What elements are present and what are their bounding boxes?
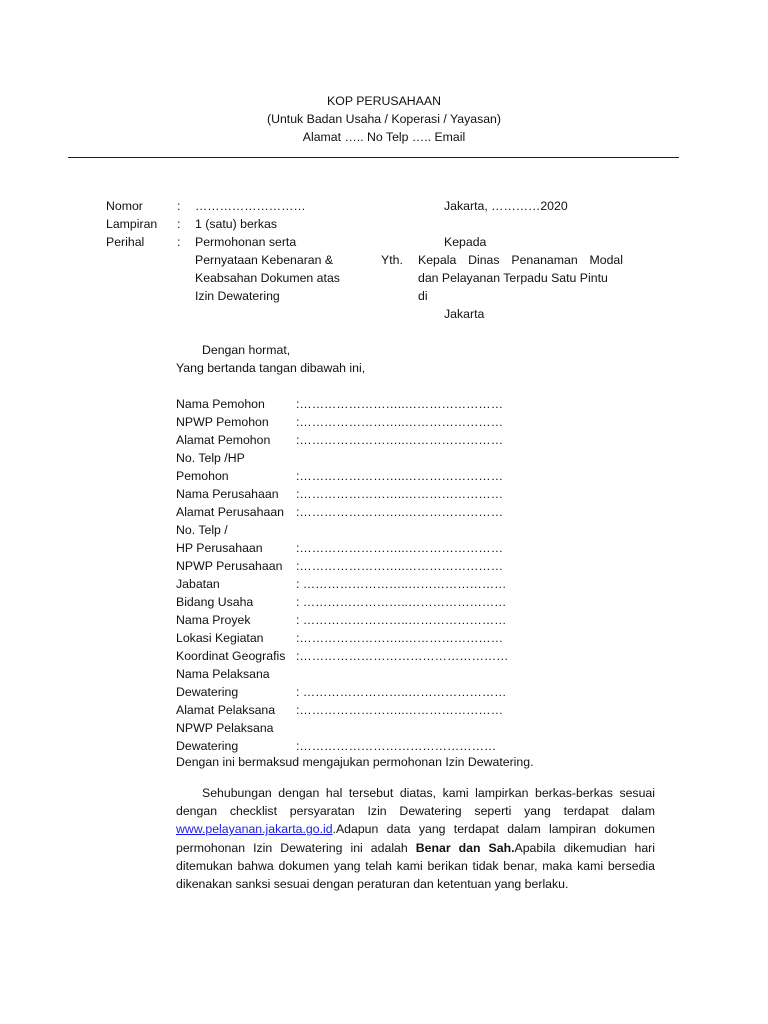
field-value: : ……………………..……………………	[296, 595, 507, 609]
field-value: :……………………..……………………	[296, 703, 503, 717]
closing-statement: Dengan ini bermaksud mengajukan permohonan Izin Dewatering.	[176, 755, 534, 769]
field-value: :……………………..……………………	[296, 559, 503, 573]
field-label: NPWP Pelaksana	[176, 721, 274, 735]
field-label: No. Telp /	[176, 523, 228, 537]
field-value: :…………………………………………	[296, 739, 497, 753]
field-label: Nama Perusahaan	[176, 487, 279, 501]
recipient-yth: Yth.	[381, 253, 403, 267]
field-label: Alamat Pemohon	[176, 433, 271, 447]
perihal-line: Permohonan serta	[195, 235, 297, 249]
greeting: Dengan hormat,	[202, 343, 291, 357]
field-value: :……………………..……………………	[296, 505, 503, 519]
field-value: : ……………………..……………………	[296, 613, 507, 627]
field-value: :……………………..……………………	[296, 541, 503, 555]
lampiran-colon: :	[177, 217, 181, 231]
body-paragraph	[176, 784, 655, 893]
field-value: :……………………..……………………	[296, 469, 503, 483]
body-emphasis: Benar dan Sah.	[415, 840, 515, 855]
field-label: NPWP Pemohon	[176, 415, 269, 429]
field-label: Nama Pemohon	[176, 397, 265, 411]
field-label: Bidang Usaha	[176, 595, 254, 609]
header-divider	[68, 157, 679, 158]
nomor-colon: :	[177, 199, 181, 213]
field-label: No. Telp /HP	[176, 451, 245, 465]
field-label: Alamat Pelaksana	[176, 703, 276, 717]
field-value: :……………………………………………	[296, 649, 509, 663]
field-value: :……………………..……………………	[296, 433, 503, 447]
letterhead-subtitle: (Untuk Badan Usaha / Koperasi / Yayasan)	[266, 112, 501, 126]
field-label: Nama Proyek	[176, 613, 251, 627]
recipient-line-1: Kepala Dinas Penanaman Modal	[418, 253, 623, 267]
recipient-di: di	[418, 289, 428, 303]
field-label: Koordinat Geografis	[176, 649, 286, 663]
letterhead-address: Alamat ….. No Telp ….. Email	[302, 130, 466, 144]
field-label: Jabatan	[176, 577, 220, 591]
perihal-line: Pernyataan Kebenaran &	[195, 253, 334, 267]
perihal-line: Keabsahan Dokumen atas	[195, 271, 340, 285]
lampiran-value: 1 (satu) berkas	[195, 217, 278, 231]
field-label: HP Perusahaan	[176, 541, 263, 555]
field-value: : ……………………..……………………	[296, 685, 507, 699]
recipient-kepada: Kepada	[444, 235, 487, 249]
perihal-label: Perihal	[106, 235, 145, 249]
field-label: Lokasi Kegiatan	[176, 631, 264, 645]
field-value: : ……………………..……………………	[296, 577, 507, 591]
field-label: Nama Pelaksana	[176, 667, 270, 681]
lampiran-label: Lampiran	[106, 217, 158, 231]
field-label: Alamat Perusahaan	[176, 505, 285, 519]
body-text: Apabila dikemudian hari ditemukan bahwa dokumen yang telah kami berikan tidak benar, maka kami bersedia dikenakan sanksi sesuai dengan peraturan dan ketentuan yang berlaku.	[176, 840, 655, 892]
place-date: Jakarta, …………2020	[444, 199, 568, 213]
field-value: :……………………..……………………	[296, 397, 503, 411]
body-text: .Adapun data yang terdapat dalam lampiran dokumen permohonan Izin Dewatering ini adalah	[176, 822, 655, 855]
letterhead-title: KOP PERUSAHAAN	[327, 94, 441, 108]
field-value: :……………………..……………………	[296, 415, 503, 429]
field-value: :……………………..……………………	[296, 487, 503, 501]
field-label: Pemohon	[176, 469, 229, 483]
body-text: Sehubungan dengan hal tersebut diatas, kami lampirkan berkas-berkas sesuai dengan checklist persyaratan Izin Dewatering seperti yang terdapat dalam	[176, 786, 655, 819]
recipient-city: Jakarta	[444, 307, 485, 321]
field-label: Dewatering	[176, 685, 239, 699]
intro-line: Yang bertanda tangan dibawah ini,	[176, 361, 366, 375]
field-label: NPWP Perusahaan	[176, 559, 283, 573]
field-label: Dewatering	[176, 739, 239, 753]
recipient-line-2: dan Pelayanan Terpadu Satu Pintu	[418, 271, 608, 285]
website-link[interactable]: www.pelayanan.jakarta.go.id	[176, 822, 333, 837]
perihal-line: Izin Dewatering	[195, 289, 280, 303]
perihal-colon: :	[177, 235, 181, 249]
nomor-label: Nomor	[106, 199, 143, 213]
nomor-value: ………………………	[195, 199, 306, 213]
field-value: :……………………..……………………	[296, 631, 503, 645]
